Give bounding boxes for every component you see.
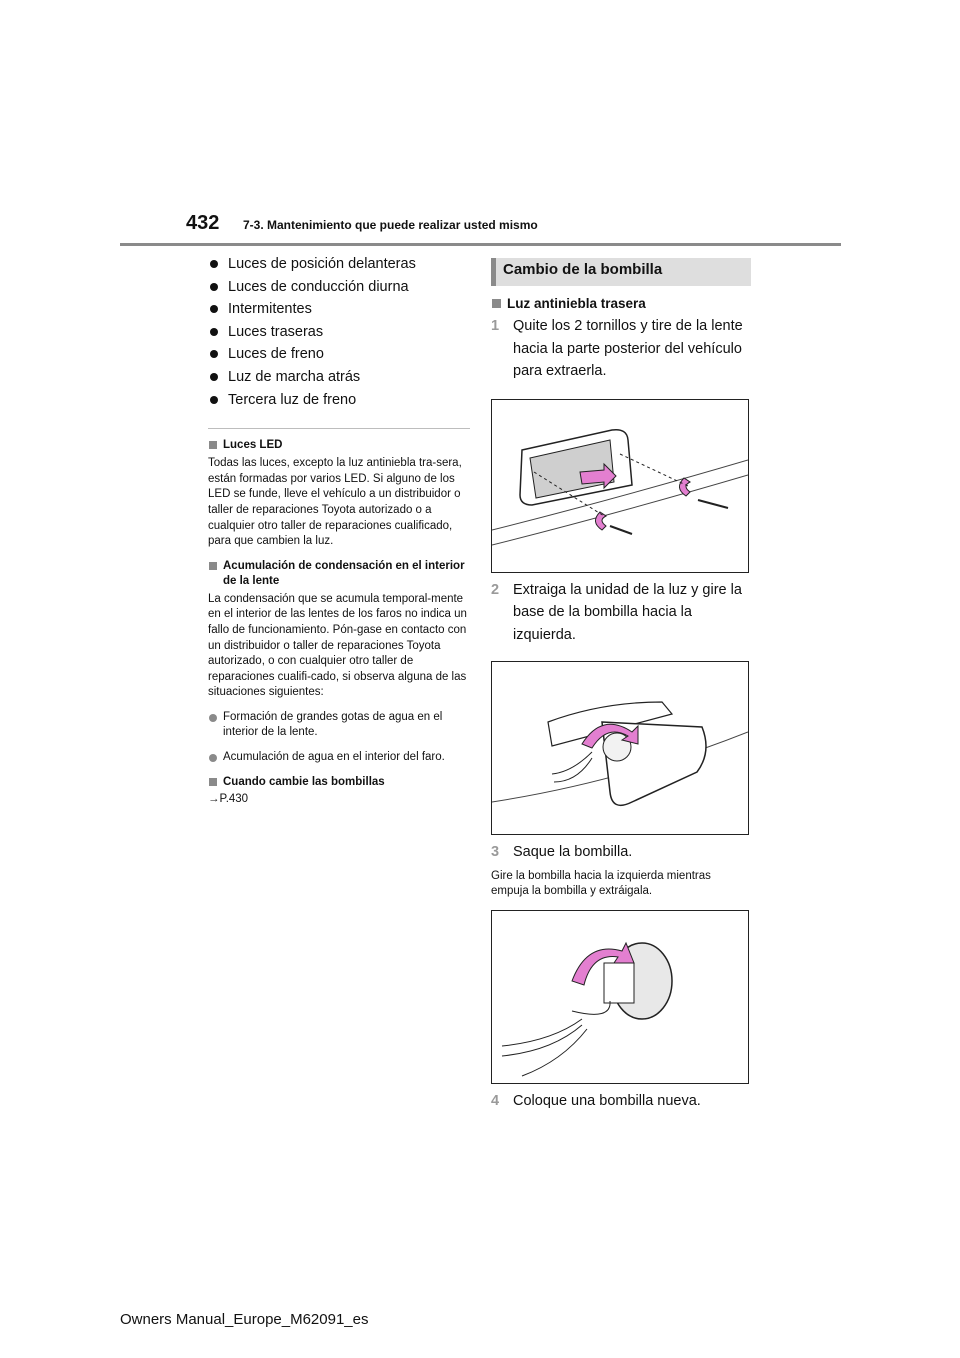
lens-removal-illustration [492, 400, 748, 572]
step-1 [491, 315, 751, 383]
step-number: 3 [491, 843, 500, 860]
step-3 [491, 841, 751, 864]
list-item: Luces traseras [208, 321, 470, 344]
light-list [208, 253, 470, 411]
led-text: Todas las luces, excepto la luz antiniebla tra-sera, están formadas por varios LED. Si alguno de los LED se funde, lleve el vehículo a un distribuidor o taller de reparaciones Toyota autorizado o a cualquier otro taller de reparaciones cualificado, para que cambien la luz. [208, 457, 462, 548]
list-item: Intermitentes [208, 298, 470, 321]
header-divider [120, 243, 841, 246]
step-number: 1 [491, 318, 500, 334]
figure-rotate-base [491, 661, 749, 835]
list-item: Luz de marcha atrás [208, 366, 470, 389]
step-3-note: Gire la bombilla hacia la izquierda mientras empuja la bombilla y extráigala. [491, 870, 711, 897]
change-bulbs-heading: Cuando cambie las bombillas [208, 775, 470, 790]
page-number: 432 [186, 212, 220, 234]
step-text: Extraiga la unidad de la luz y gire la base de la bombilla hacia la izquierda. [513, 581, 742, 643]
left-column [208, 253, 470, 805]
step-text: Saque la bombilla. [513, 843, 633, 860]
fog-light-heading: Luz antiniebla trasera [491, 296, 751, 311]
list-item: Luces de posición delanteras [208, 253, 470, 276]
page-reference: →P.430 [208, 792, 249, 805]
list-item: Tercera luz de freno [208, 389, 470, 412]
section-title: 7-3. Mantenimiento que puede realizar usted mismo [243, 218, 538, 232]
figure-remove-bulb [491, 910, 749, 1084]
section-box-title: Cambio de la bombilla [503, 261, 663, 278]
step-text: Quite los 2 tornillos y tire de la lente hacia la parte posterior del vehículo para extraerla. [513, 318, 743, 380]
section-box [491, 258, 751, 286]
right-column [491, 258, 751, 1113]
footer: Owners Manual_Europe_M62091_es [120, 1311, 369, 1328]
step-2 [491, 579, 751, 647]
list-item: Acumulación de agua en el interior del faro. [208, 750, 470, 766]
step-text: Coloque una bombilla nueva. [513, 1093, 701, 1110]
step-number: 4 [491, 1093, 500, 1110]
step-number: 2 [491, 581, 500, 598]
step-4 [491, 1090, 751, 1113]
bulb-removal-illustration [492, 911, 748, 1083]
condensation-heading: Acumulación de condensación en el interior de la lente [208, 559, 470, 589]
bulb-base-illustration [492, 662, 748, 834]
list-item: Luces de freno [208, 343, 470, 366]
condensation-text: La condensación que se acumula temporal-mente en el interior de las lentes de los faros no indica un fallo de funcionamiento. Pón-gase en contacto con un distribuidor o taller de reparaciones Toyota autorizado, o con cualquier otro taller de reparaciones cualifi-cado, si observa alguna de las situaciones siguientes: [208, 592, 467, 699]
divider [208, 428, 470, 429]
list-item: Formación de grandes gotas de agua en el interior de la lente. [208, 710, 470, 741]
list-item: Luces de conducción diurna [208, 276, 470, 299]
figure-remove-lens [491, 399, 749, 573]
led-heading: Luces LED [208, 438, 470, 453]
